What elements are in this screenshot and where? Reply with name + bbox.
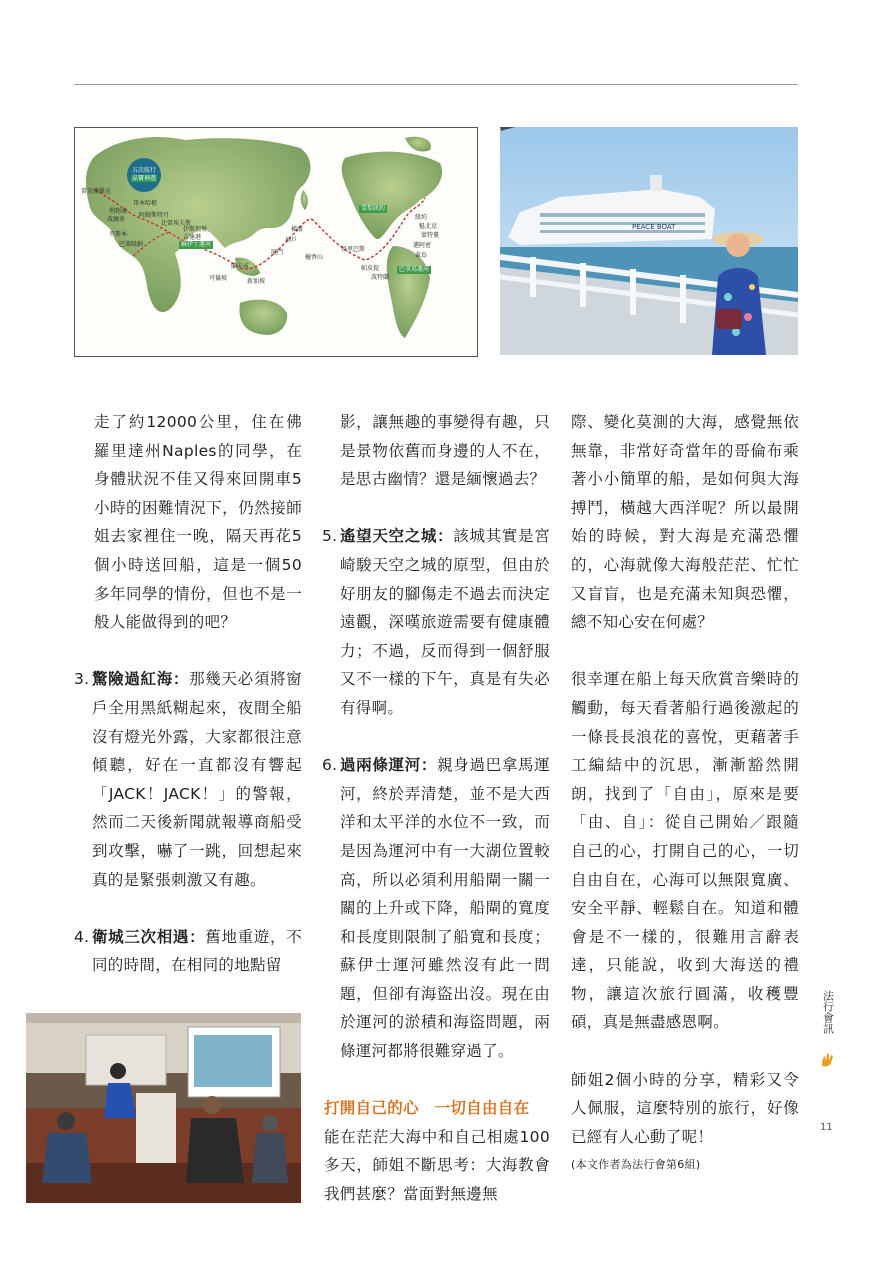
list-item-5: [322, 522, 550, 722]
map-label: 基里巴斯: [341, 246, 366, 253]
magazine-logo-text: 法行會訊: [821, 990, 835, 1034]
map-label: 邁阿密: [413, 242, 432, 249]
map-label: 帕皮提: [361, 265, 380, 272]
item-text: 該城其實是宮崎駿天空之城的原型，但由於好朋友的腳傷走不過去而決定遠觀，深嘆旅遊需要有健康體力；不過，反而得到一個舒服又不一樣的下午，真是有失必有得啊。: [340, 527, 550, 717]
list-item-3: [74, 665, 302, 894]
map-label: 阿姆斯特丹: [139, 212, 170, 219]
voyage-route-map: [74, 127, 478, 357]
map-label: 巴塞隆納: [119, 241, 144, 248]
map-label: 神戶: [285, 237, 298, 244]
map-label: 檀香山: [305, 254, 324, 261]
item-text: 舊地重遊，不同的時間，在相同的地點留: [92, 927, 302, 975]
map-label: 厦門: [271, 249, 284, 256]
item-number: 6.: [322, 756, 338, 775]
paragraph: 走了約12000公里，住在佛羅里達州Naples的同學，在身體狀況不佳又得來回開車5小時的困難情況下，仍然接師姐去家裡住一晚，隔天再花5個小時送回船，這是一個50多年同學的情份，但也不是一般人能做得到的吧？: [94, 413, 302, 632]
item-title: 過兩條運河：: [340, 756, 438, 775]
column-1: [74, 408, 302, 980]
classroom-photo: [26, 1013, 301, 1203]
section-heading: 打開自己的心 一切自由自在: [324, 1099, 530, 1118]
cruise-ship-photo: [500, 127, 798, 355]
paragraph: 影，讓無趣的事變得有趣，只是景物依舊而身邊的人不在，是思古幽情？還是緬懷過去？: [340, 413, 550, 489]
map-green-label: 巴拿馬運河: [399, 266, 430, 273]
map-label: 黃島: [415, 252, 428, 259]
map-label: 哥本哈根: [133, 200, 158, 207]
item-title: 衛城三次相遇：: [92, 927, 206, 946]
map-green-label: 蘇伊士運河: [181, 241, 212, 248]
list-item-4: [74, 923, 302, 980]
paragraph: 很幸運在船上每天欣賞音樂時的觸動，每天看著船行過後激起的一條長長浪花的喜悅，更藉著手工編結中的沉思，漸漸豁然開朗，找到了「自由」，原來是要「由、自」：從自己開始／跟隨自己的心，打開自己的心，一切自由自在，心海可以無限寬廣、安全平靜、輕鬆自在。知道和體會是不一樣的，很難用言辭表達，只能說，收到大海送的禮物，讓這次旅行圓滿，收穫豐碩，真是無盡感恩啊。: [571, 670, 799, 1032]
map-label: 紐約: [415, 214, 428, 221]
list-item-6: [322, 751, 550, 1066]
magazine-side-mark: [816, 990, 840, 1068]
map-label: 魁北克: [419, 223, 438, 230]
map-label: 蒙特婁: [421, 232, 440, 239]
item-number: 4.: [74, 927, 90, 946]
map-green-label: 雪梨紐約: [361, 205, 386, 212]
item-title: 遙望天空之城：: [340, 527, 454, 546]
map-label: 雷克雅維克: [81, 188, 112, 195]
top-rule: [74, 84, 798, 85]
item-number: 5.: [322, 527, 338, 546]
hand-icon: [820, 1052, 836, 1068]
map-label: 利物浦: [109, 208, 128, 215]
map-label: 比雷埃夫斯: [161, 220, 192, 227]
item-number: 3.: [74, 670, 90, 689]
column-3: [571, 408, 799, 1180]
ship-name-text: PEACE BOAT: [632, 223, 676, 231]
map-label: 新加坡: [247, 278, 266, 285]
map-label: 橫濱: [291, 226, 304, 233]
page-number: 11: [820, 1122, 833, 1133]
map-title-line1: 五次航行: [131, 167, 156, 174]
map-label: 蘭卡威: [231, 263, 250, 270]
paragraph: 際、變化莫測的大海，感覺無依無靠，非常好奇當年的哥倫布乘著小小簡單的船，是如何與大海搏鬥，橫越大西洋呢？所以最開始的時候，對大海是充滿恐懼的，心海就像大海般茫茫、忙忙又盲盲，也是充滿未知與恐懼，總不知心安在何處？: [571, 413, 799, 632]
map-label: 伊斯坦堡: [183, 226, 208, 233]
paragraph: 師姐2個小時的分享，精彩又令人佩服，這麼特別的旅行，好像已經有人心動了呢！: [571, 1070, 799, 1146]
map-label: 波特蘭: [371, 274, 390, 281]
map-label: 可倫坡: [209, 275, 228, 282]
map-title-badge: [127, 158, 161, 192]
map-label: 波爾多: [107, 216, 126, 223]
item-text: 親身過巴拿馬運河，終於弄清楚，並不是大西洋和太平洋的水位不一致，而是因為運河中有一大湖位置較高，所以必須利用船閘一關一關的上升或下降，船閘的寬度和長度則限制了船寬和長度；蘇伊士運河雖然沒有此一問題，但卻有海盜出沒。現在由於運河的淤積和海盜問題，兩條運河都將很難穿過了。: [340, 756, 550, 1061]
paragraph: 能在茫茫大海中和自己相處100多天，師姐不斷思考：大海教會我們甚麼？當面對無邊無: [324, 1127, 550, 1204]
map-label: 吉達港: [183, 234, 202, 241]
map-title-line2: 晶寶神遊: [131, 175, 156, 182]
map-label: 里斯本: [109, 231, 128, 238]
item-text: 那幾天必須將窗戶全用黑紙糊起來，夜間全船沒有燈光外露，大家都很注意傾聽，好在一直都沒有響起「JACK！JACK！」的警報，然而二天後新聞就報導商船受到攻擊，嚇了一跳，回想起來真的是緊張刺激又有趣。: [92, 670, 302, 889]
column-2: [322, 408, 550, 1209]
item-title: 驚險過紅海：: [92, 670, 190, 689]
author-note: (本文作者為法行會第6組): [571, 1158, 701, 1172]
